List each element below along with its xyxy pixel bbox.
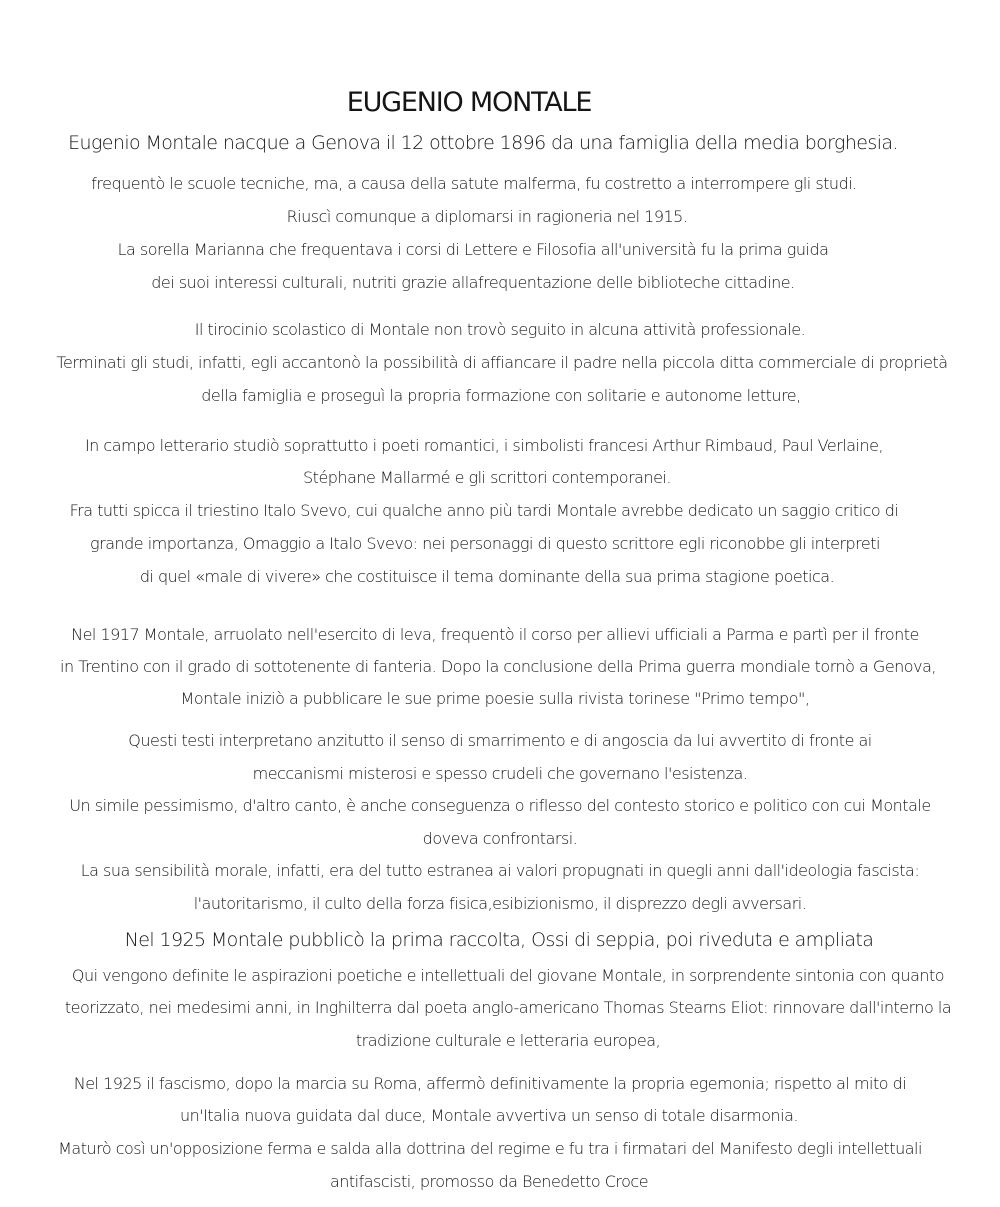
text-line: Montale iniziò a pubblicare le sue prime poesie sulla rivista torinese "Primo tempo", [180, 689, 810, 708]
text-line: Stéphane Mallarmé e gli scrittori contemporanei. [303, 468, 671, 487]
text-line: meccanismi misterosi e spesso crudeli che governano l'esistenza. [252, 764, 748, 783]
text-line: Questi testi interpretano anzitutto il senso di smarrimento e di angoscia da lui avvertito di fronte ai [128, 731, 872, 750]
text-line: Nel 1917 Montale, arruolato nell'esercito di leva, frequentò il corso per allievi ufficiali a Parma e partì per il fronte [71, 625, 919, 644]
text-line: della famiglia e proseguì la propria formazione con solitarie e autonome letture, [201, 386, 801, 405]
text-line: La sua sensibilità morale, infatti, era del tutto estranea ai valori propugnati in quegli anni dall'ideologia fascista: [80, 861, 920, 880]
page-title: EUGENIO MONTALE [346, 87, 592, 118]
text-line: Fra tutti spicca il triestino Italo Svevo, cui qualche anno più tardi Montale avrebbe dedicato un saggio critico di [69, 501, 899, 520]
text-line: grande importanza, Omaggio a Italo Svevo: nei personaggi di questo scrittore egli riconobbe gli interpreti [90, 534, 880, 553]
text-line: l'autoritarismo, il culto della forza fisica,esibizionismo, il disprezzo degli avversari. [193, 894, 807, 913]
text-line: Riuscì comunque a diplomarsi in ragioneria nel 1915. [286, 207, 688, 226]
text-line: doveva confrontarsi. [422, 829, 578, 848]
text-line: antifascisti, promosso da Benedetto Croce [329, 1172, 649, 1191]
text-line: teorizzato, nei medesimi anni, in Inghilterra dal poeta anglo-americano Thomas Stearns Eliot: rinnovare dall'interno la [64, 998, 952, 1017]
text-line: Nel 1925 il fascismo, dopo la marcia su Roma, affermò definitivamente la propria egemonia; rispetto al mito di [73, 1074, 907, 1093]
text-line: un'Italia nuova guidata dal duce, Montale avvertiva un senso di totale disarmonia. [179, 1106, 799, 1125]
text-line: frequentò le scuole tecniche, ma, a causa della satute malferma, fu costretto a interrompere gli studi. [91, 174, 857, 193]
text-line: Terminati gli studi, infatti, egli accantonò la possibilità di affiancare il padre nella piccola ditta commerciale di proprietà [56, 353, 948, 372]
text-line: di quel «male di vivere» che costituisce il tema dominante della sua prima stagione poetica. [139, 567, 835, 586]
text-line: Qui vengono definite le aspirazioni poetiche e intellettuali del giovane Montale, in sorprendente sintonia con quanto [71, 966, 945, 985]
text-line: dei suoi interessi culturali, nutriti grazie allafrequentazione delle biblioteche cittadine. [151, 273, 795, 292]
text-line: Eugenio Montale nacque a Genova il 12 ottobre 1896 da una famiglia della media borghesia. [68, 132, 898, 154]
text-line: In campo letterario studiò soprattutto i poeti romantici, i simbolisti francesi Arthur Rimbaud, Paul Verlaine, [84, 436, 884, 455]
text-line: La sorella Marianna che frequentava i corsi di Lettere e Filosofia all'università fu la prima guida [117, 240, 829, 259]
text-line: tradizione culturale e letteraria europea, [355, 1031, 661, 1050]
text-line: Il tirocinio scolastico di Montale non trovò seguito in alcuna attività professionale. [194, 320, 806, 339]
text-line: Maturò così un'opposizione ferma e salda alla dottrina del regime e fu tra i firmatari del Manifesto degli intellettuali [58, 1139, 922, 1158]
text-line: Un simile pessimismo, d'altro canto, è anche conseguenza o riflesso del contesto storico e politico con cui Montale [69, 796, 931, 815]
text-line: Nel 1925 Montale pubblicò la prima raccolta, Ossi di seppia, poi riveduta e ampliata [124, 929, 874, 951]
text-line: in Trentino con il grado di sottotenente di fanteria. Dopo la conclusione della Prima guerra mondiale tornò a Genova, [60, 657, 936, 676]
